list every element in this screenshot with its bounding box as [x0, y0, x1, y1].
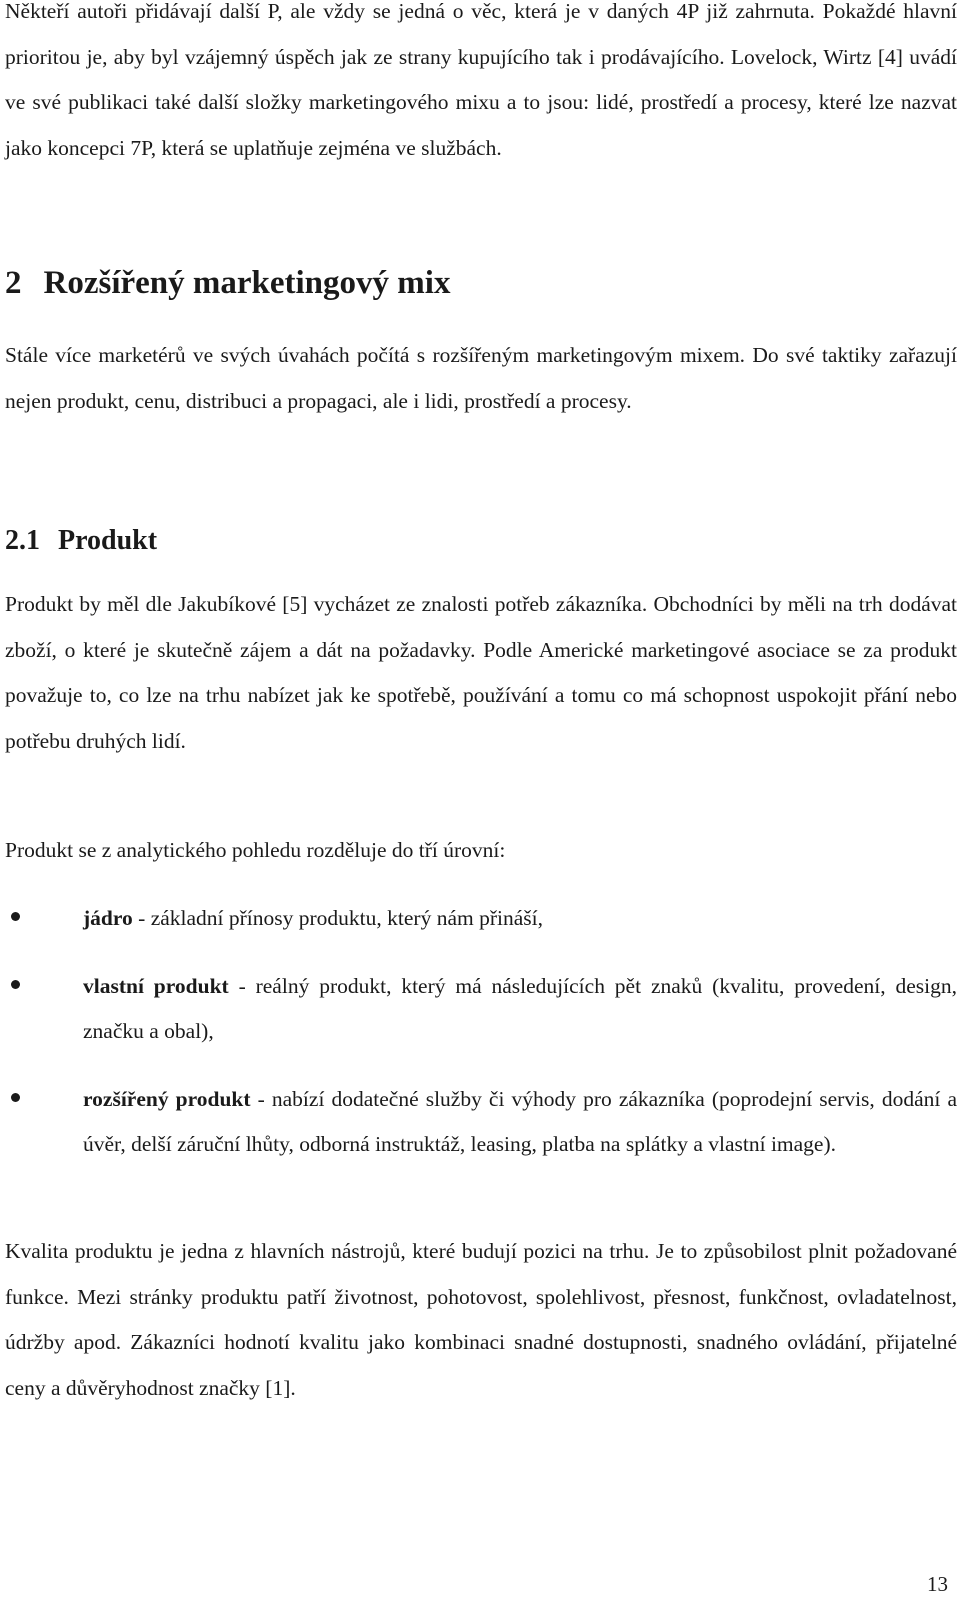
intro-block: [5, 0, 957, 171]
list-item: [5, 896, 957, 942]
intro-paragraph: Někteří autoři přidávají další P, ale vždy se jedná o věc, která je v daných 4P již zahrnuta. Pokaždé hlavní prioritou je, aby byl vzájemný úspěch jak ze strany kupujícího tak i prodávajícího. Lovelock, Wirtz [4] uvádí ve své publikaci také další složky marketingového mixu a to jsou: lidé, prostředí a procesy, které lze nazvat jako koncepci 7P, která se uplatňuje zejména ve službách.: [5, 0, 957, 160]
section-number: 2: [5, 265, 22, 301]
bullet-icon: [11, 980, 20, 989]
section-heading: [5, 265, 450, 302]
subsection-paragraph-1: Produkt by měl dle Jakubíkové [5] vycházet ze znalosti potřeb zákazníka. Obchodníci by měli na trh dodávat zboží, o které je skutečně zájem a dát na požadavky. Podle Americké marketingové asociace se za produkt považuje to, co lze na trhu nabízet jak ke spotřebě, používání a tomu co má schopnost uspokojit přání nebo potřebu druhých lidí.: [5, 592, 957, 753]
section-paragraph: Stále více marketérů ve svých úvahách počítá s rozšířeným marketingovým mixem. Do své taktiky zařazují nejen produkt, cenu, distribuci a propagaci, ale i lidi, prostředí a procesy.: [5, 343, 957, 413]
page-number: 13: [927, 1572, 948, 1596]
levels-list: [5, 896, 957, 1168]
list-item-text: - nabízí dodatečné služby či výhody pro zákazníka (poprodejní servis, dodání a úvěr, delší záruční lhůty, odborná instruktáž, leasing, platba na splátky a vlastní image).: [83, 1086, 957, 1156]
list-item-text: - reálný produkt, který má následujících pět znaků (kvalitu, provedení, design, značku a obal),: [83, 973, 957, 1043]
list-item-text: - základní přínosy produktu, který nám přináší,: [132, 906, 543, 930]
levels-list-block: [5, 896, 957, 1168]
subsection-block-1: [5, 582, 957, 764]
list-intro-block: [5, 828, 957, 874]
subsection-block-2: [5, 1229, 957, 1411]
list-item-term: jádro: [83, 906, 133, 930]
list-item-term: rozšířený produkt: [83, 1086, 251, 1111]
section-block: [5, 333, 957, 424]
section-title: Rozšířený marketingový mix: [43, 265, 451, 301]
list-item-term: vlastní produkt: [83, 973, 229, 998]
subsection-heading: [5, 525, 157, 557]
subsection-paragraph-2: Kvalita produktu je jedna z hlavních nástrojů, které budují pozici na trhu. Je to způsobilost plnit požadované funkce. Mezi stránky produktu patří životnost, pohotovost, spolehlivost, přesnost, funkčnost, ovladatelnost, údržby apod. Zákazníci hodnotí kvalitu jako kombinaci snadné dostupnosti, snadného ovládání, přijatelné ceny a důvěryhodnost značky [1].: [5, 1239, 957, 1400]
list-item: [5, 1077, 957, 1168]
bullet-icon: [11, 912, 20, 921]
subsection-title: Produkt: [58, 525, 158, 556]
subsection-number: 2.1: [5, 525, 40, 556]
bullet-icon: [11, 1093, 20, 1102]
list-intro: Produkt se z analytického pohledu rozděluje do tří úrovní:: [5, 838, 506, 862]
list-item: [5, 964, 957, 1055]
